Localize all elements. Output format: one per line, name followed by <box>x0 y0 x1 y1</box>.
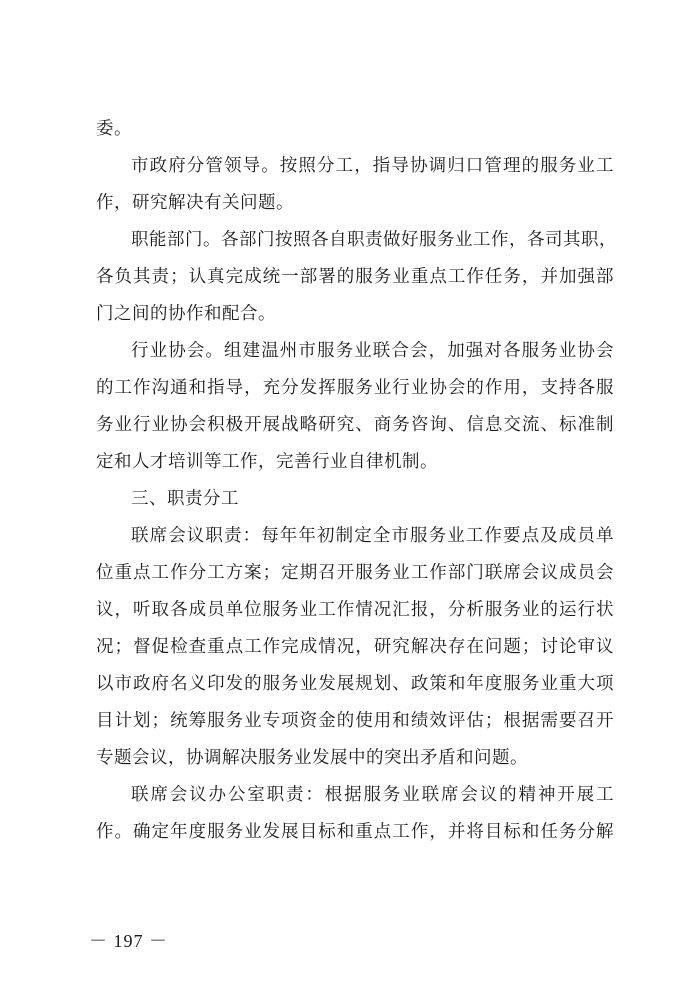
section-heading: 三、职责分工 <box>131 489 239 509</box>
paragraph-line: 各负其责；认真完成统一部署的服务业重点工作任务，并加强部 <box>96 267 614 287</box>
paragraph-line: 联席会议办公室职责：根据服务业联席会议的精神开展工 <box>131 785 614 805</box>
paragraph-line: 的工作沟通和指导，充分发挥服务业行业协会的作用，支持各服 <box>96 378 614 398</box>
paragraph-line: 门之间的协作和配合。 <box>96 304 276 324</box>
paragraph-line: 目计划；统筹服务业专项资金的使用和绩效评估；根据需要召开 <box>96 711 614 731</box>
paragraph-line: 定和人才培训等工作，完善行业自律机制。 <box>96 452 438 472</box>
paragraph-line: 作。确定年度服务业发展目标和重点工作，并将目标和任务分解 <box>96 822 614 842</box>
paragraph-line: 以市政府名义印发的服务业发展规划、政策和年度服务业重大项 <box>96 674 614 694</box>
paragraph-line: 市政府分管领导。按照分工，指导协调归口管理的服务业工 <box>131 156 614 176</box>
paragraph-line: 位重点工作分工方案；定期召开服务业工作部门联席会议成员会 <box>96 563 614 583</box>
paragraph-line: 务业行业协会积极开展战略研究、商务咨询、信息交流、标准制 <box>96 415 614 435</box>
paragraph-line: 作，研究解决有关问题。 <box>96 193 294 213</box>
body-text <box>96 111 617 851</box>
paragraph-line: 行业协会。组建温州市服务业联合会，加强对各服务业协会 <box>131 341 614 361</box>
paragraph-line: 联席会议职责：每年年初制定全市服务业工作要点及成员单 <box>131 526 614 546</box>
paragraph-line: 委。 <box>96 119 132 139</box>
paragraph-line: 专题会议，协调解决服务业发展中的突出矛盾和问题。 <box>96 748 528 768</box>
page-number: － 197 － <box>89 931 168 951</box>
paragraph-line: 况；督促检查重点工作完成情况，研究解决存在问题；讨论审议 <box>96 637 614 657</box>
paragraph-line: 职能部门。各部门按照各自职责做好服务业工作，各司其职， <box>131 230 617 250</box>
paragraph-line: 议，听取各成员单位服务业工作情况汇报，分析服务业的运行状 <box>96 600 614 620</box>
